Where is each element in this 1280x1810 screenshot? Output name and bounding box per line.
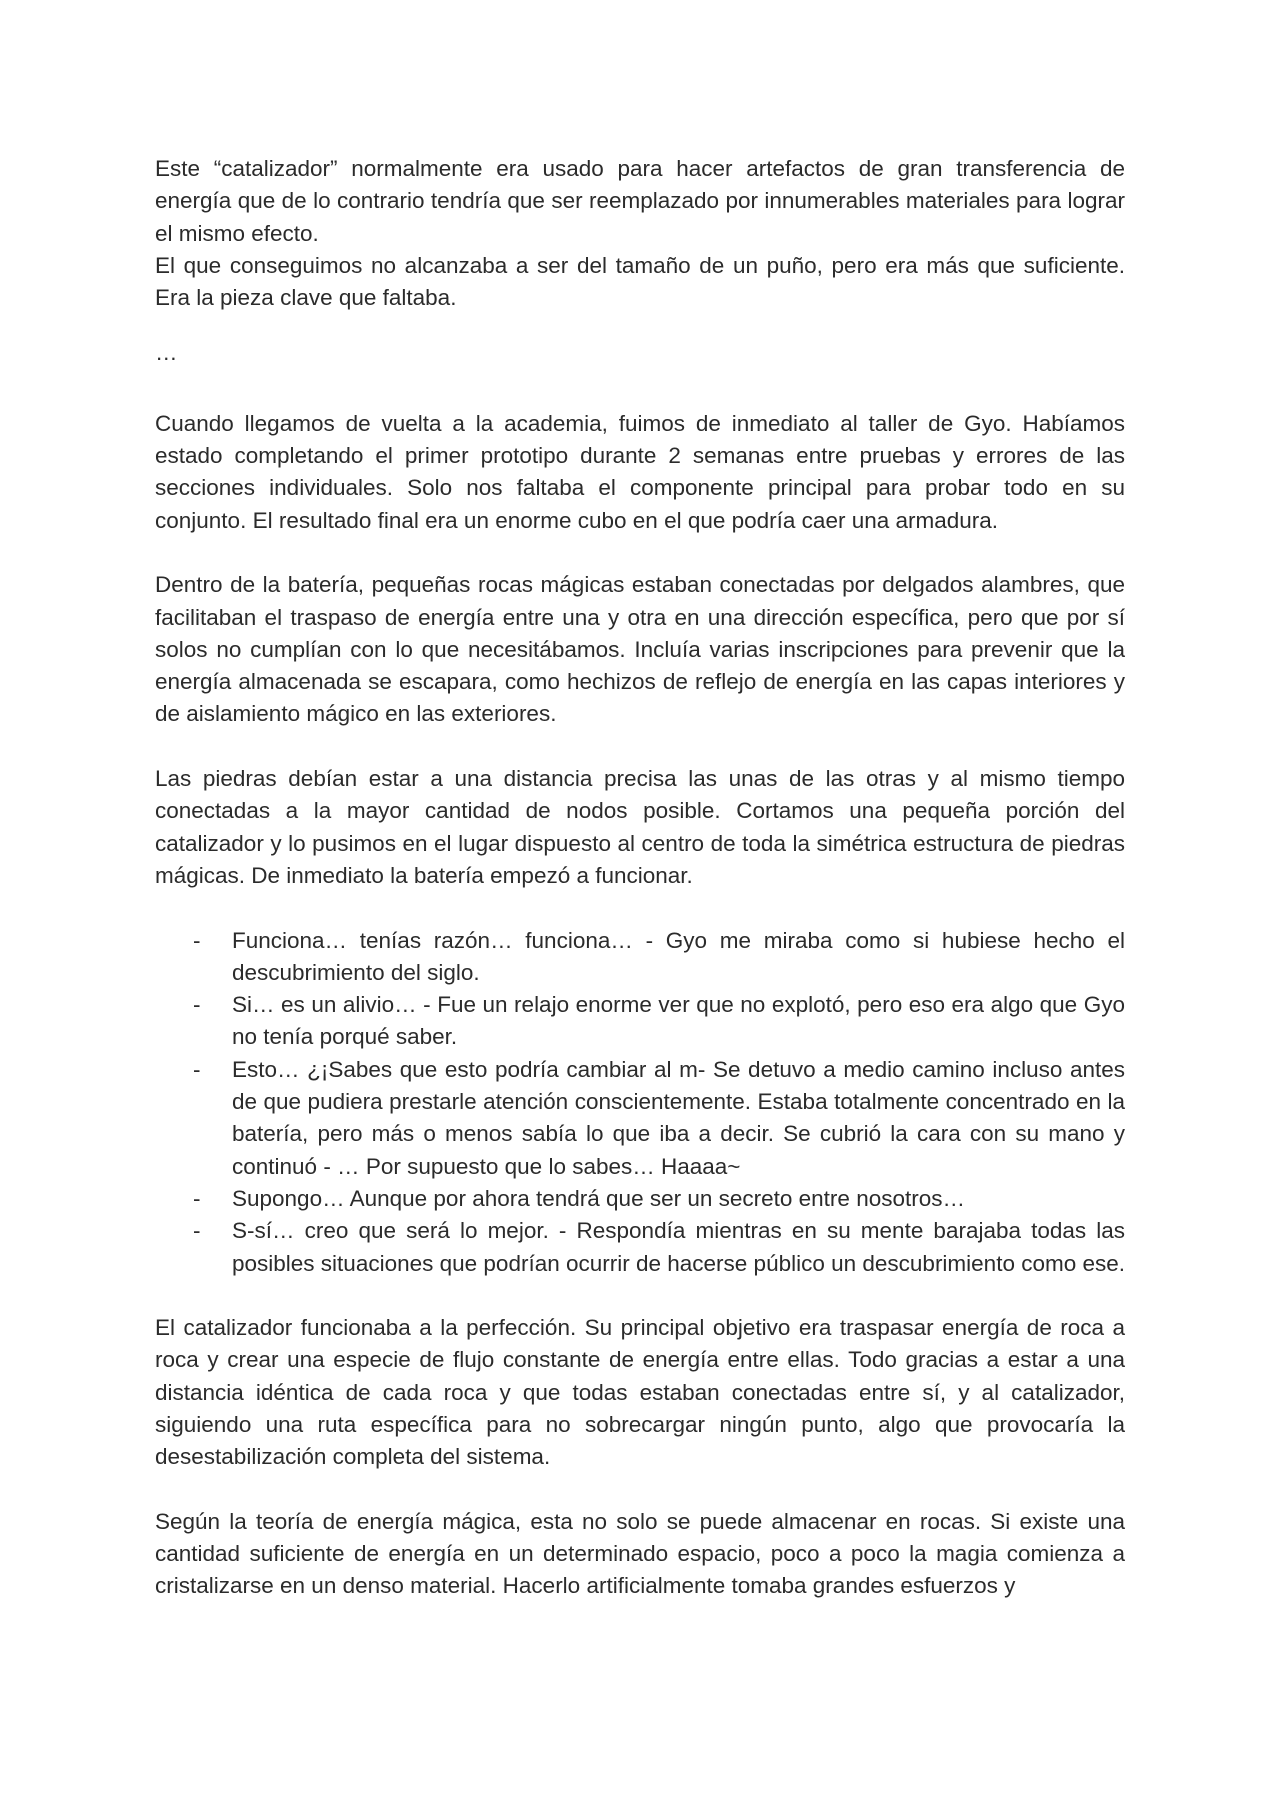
dialog-text: Esto… ¿¡Sabes que esto podría cambiar al m- Se detuvo a medio camino incluso antes de que pudiera prestarle atención conscientemente. Estaba totalmente concentrado en la batería, pero más o menos sabía lo que iba a decir. Se cubrió la cara con su mano y continuó - … Por supuesto que lo sabes… Haaaa~ (232, 1056, 1125, 1179)
dialog-list (155, 925, 1125, 1280)
dialog-dash: - (193, 1185, 201, 1211)
dialog-dash: - (193, 927, 201, 953)
dialog-dash: - (193, 1218, 201, 1244)
paragraph-battery-inside: Dentro de la batería, pequeñas rocas mágicas estaban conectadas por delgados alambres, que facilitaban el traspaso de energía entre una y otra en una dirección específica, pero que por sí solos no cumplían con lo que necesitábamos. Incluía varias inscripciones para prevenir que la energía almacenada se escapara, como hechizos de reflejo de energía en las capas interiores y de aislamiento mágico en las exteriores. (155, 572, 1125, 727)
paragraph-catalyst-size: El que conseguimos no alcanzaba a ser del tamaño de un puño, pero era más que suficiente. Era la pieza clave que faltaba. (155, 252, 1125, 311)
paragraph-energy-theory: Según la teoría de energía mágica, esta no solo se puede almacenar en rocas. Si existe una cantidad suficiente de energía en un determinado espacio, poco a poco la magia comienza a cristalizarse en un denso material. Hacerlo artificialmente tomaba grandes esfuerzos y (155, 1508, 1125, 1599)
dialog-line (155, 1183, 1125, 1215)
paragraph-catalyst-intro: Este “catalizador” normalmente era usado para hacer artefactos de gran transferencia de energía que de lo contrario tendría que ser reemplazado por innumerables materiales para lograr el mismo efecto. (155, 156, 1125, 246)
dialog-text: S-sí… creo que será lo mejor. - Respondía mientras en su mente barajaba todas las posibles situaciones que podrían ocurrir de hacerse público un descubrimiento como ese. (232, 1218, 1126, 1276)
dialog-dash: - (193, 1056, 201, 1082)
paragraph-stones-placement: Las piedras debían estar a una distancia precisa las unas de las otras y al mismo tiempo conectadas a la mayor cantidad de nodos posible. Cortamos una pequeña porción del catalizador y lo pusimos en el lugar dispuesto al centro de toda la simétrica estructura de piedras mágicas. De inmediato la batería empezó a funcionar. (155, 766, 1125, 888)
dialog-line (155, 925, 1125, 990)
dialog-text: Supongo… Aunque por ahora tendrá que ser un secreto entre nosotros… (232, 1185, 965, 1211)
dialog-line (155, 1215, 1125, 1280)
scene-separator: … (155, 340, 178, 366)
document-page (155, 153, 1125, 1635)
dialog-text: Si… es un alivio… - Fue un relajo enorme ver que no explotó, pero eso era algo que Gyo no tenía porqué saber. (232, 992, 1125, 1050)
paragraph-catalyst-function: El catalizador funcionaba a la perfección. Su principal objetivo era traspasar energía de roca a roca y crear una especie de flujo constante de energía entre ellas. Todo gracias a estar a una distancia idéntica de cada roca y que todas estaban conectadas entre sí, y al catalizador, siguiendo una ruta específica para no sobrecargar ningún punto, algo que provocaría la desestabilización completa del sistema. (155, 1315, 1125, 1470)
paragraph-workshop: Cuando llegamos de vuelta a la academia, fuimos de inmediato al taller de Gyo. Habíamos estado completando el primer prototipo durante 2 semanas entre pruebas y errores de las secciones individuales. Solo nos faltaba el componente principal para probar todo en su conjunto. El resultado final era un enorme cubo en el que podría caer una armadura. (155, 410, 1125, 533)
dialog-text: Funciona… tenías razón… funciona… - Gyo me miraba como si hubiese hecho el descubrimiento del siglo. (232, 927, 1125, 985)
dialog-line (155, 1054, 1125, 1183)
dialog-dash: - (193, 992, 201, 1018)
dialog-line (155, 989, 1125, 1054)
